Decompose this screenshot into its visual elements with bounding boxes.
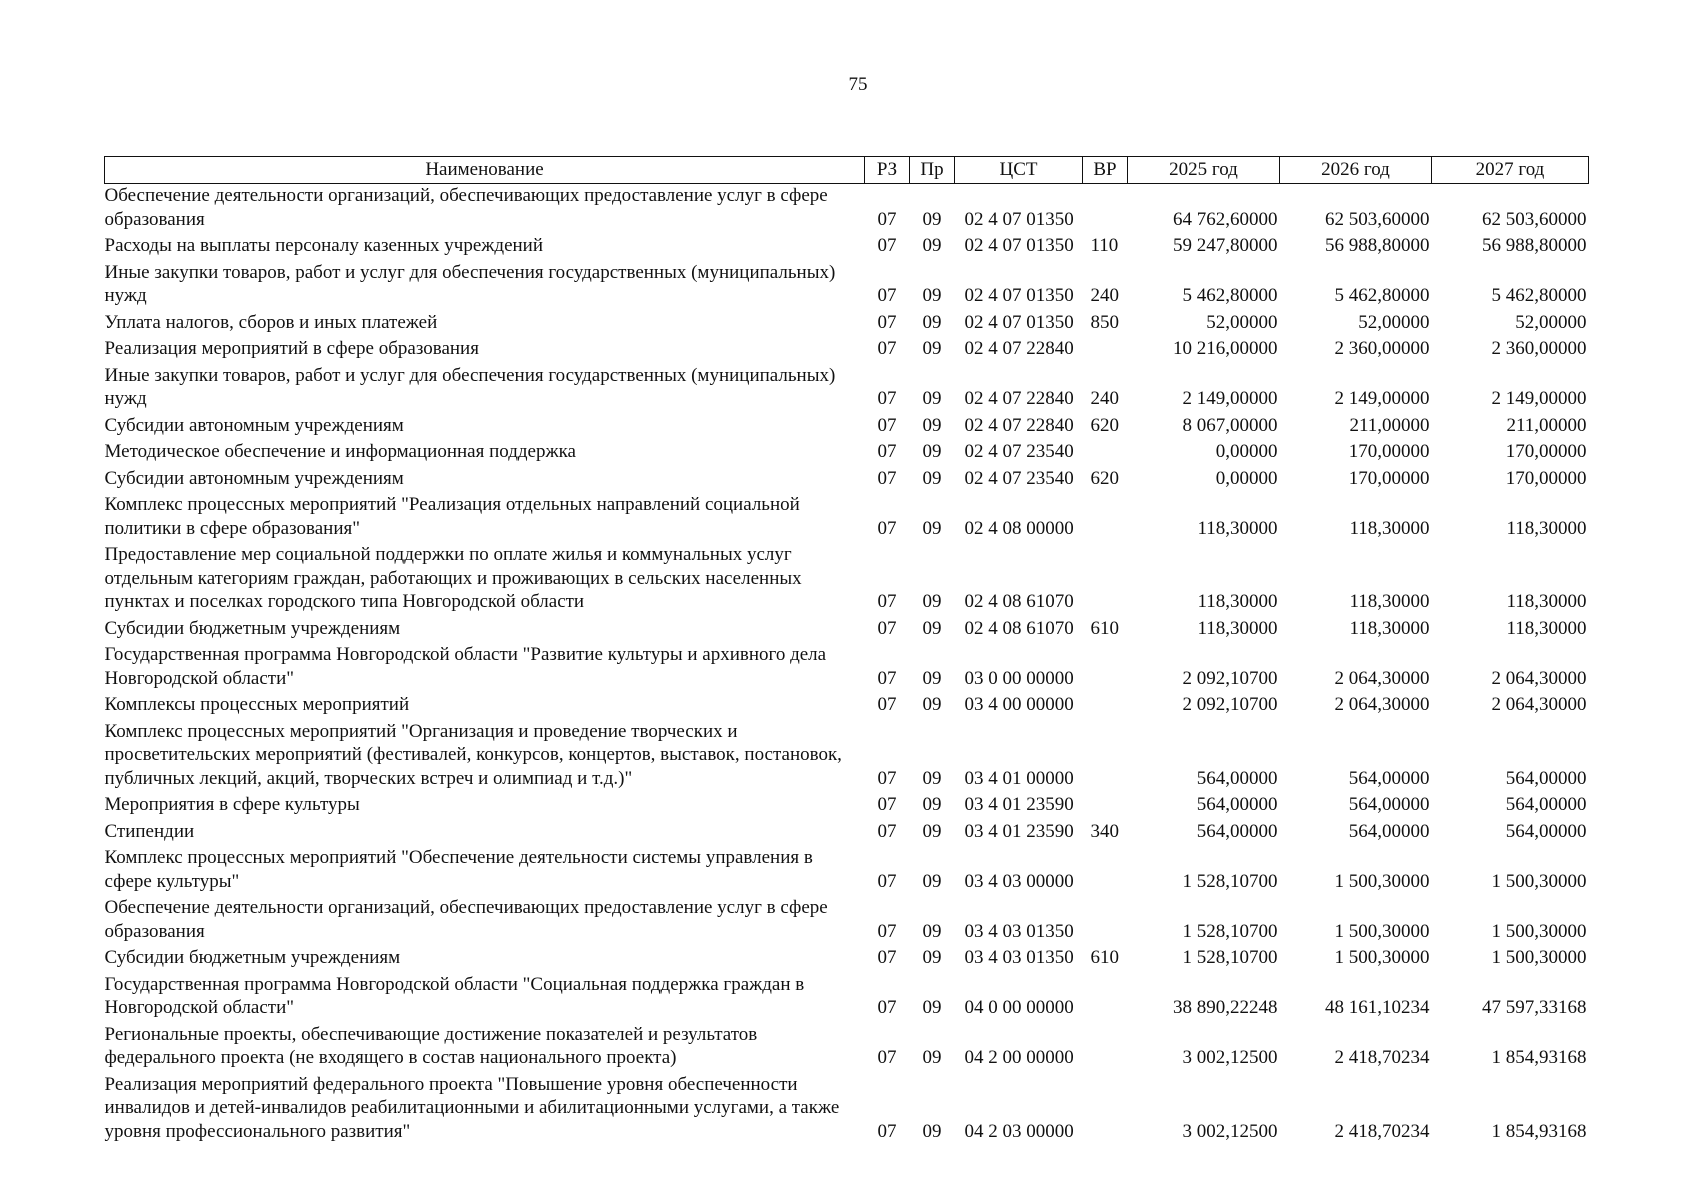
cell-pr: 09: [922, 617, 942, 639]
cell-2025: 3 002,12500: [1182, 1047, 1278, 1068]
cell-cst: 02 4 07 22840: [964, 388, 1074, 409]
cell-cst: 02 4 07 01350: [964, 285, 1074, 306]
cell-name: Комплекс процессных мероприятий "Организация и проведение творческих и просветительских мероприятий (фестивалей, конкурсов, концертов, выставок, постановок, публичных лекций, акций, творческих встреч и олимпиад и т.д.)": [104, 720, 842, 789]
header-name: Наименование: [105, 157, 865, 184]
cell-cst: 02 4 07 01350: [964, 208, 1074, 230]
cell-cst: 02 4 07 23540: [964, 441, 1074, 462]
cell-vr: [1083, 1023, 1128, 1073]
cell-2027: 52,00000: [1515, 311, 1587, 333]
cell-2027: 118,30000: [1506, 591, 1587, 612]
cell-2026: 56 988,80000: [1325, 235, 1430, 256]
cell-vr: 240: [1090, 388, 1119, 409]
cell-name: Субсидии автономным учреждениям: [104, 467, 404, 489]
cell-cst: 02 4 08 00000: [964, 517, 1074, 539]
cell-pr: 09: [922, 338, 942, 359]
cell-name: Обеспечение деятельности организаций, обеспечивающих предоставление услуг в сфере образования: [104, 185, 828, 230]
cell-vr: [1083, 720, 1128, 794]
cell-pr: 09: [922, 1120, 942, 1142]
cell-2026: 1 500,30000: [1334, 920, 1430, 942]
cell-cst: 02 4 07 22840: [964, 414, 1074, 436]
cell-name: Государственная программа Новгородской области "Социальная поддержка граждан в Новгородской области": [104, 973, 805, 1018]
cell-name: Обеспечение деятельности организаций, обеспечивающих предоставление услуг в сфере образования: [104, 897, 828, 942]
cell-2025: 2 092,10700: [1182, 667, 1278, 689]
table-row: [105, 364, 1589, 414]
cell-2027: 118,30000: [1506, 517, 1587, 539]
cell-name: Комплекс процессных мероприятий "Реализация отдельных направлений социальной политики в сфере образования": [104, 494, 800, 539]
header-cst: ЦСТ: [955, 157, 1083, 184]
cell-rz: 07: [877, 1047, 897, 1068]
cell-2026: 564,00000: [1348, 820, 1430, 842]
table-row: [105, 1073, 1589, 1147]
cell-name: Государственная программа Новгородской области "Развитие культуры и архивного дела Новгородской области": [104, 644, 827, 689]
cell-cst: 03 4 01 00000: [964, 767, 1074, 789]
table-row: [105, 1023, 1589, 1073]
cell-vr: [1083, 1073, 1128, 1147]
table-row: [105, 693, 1589, 720]
cell-2025: 2 092,10700: [1182, 694, 1278, 715]
cell-vr: [1083, 337, 1128, 364]
cell-name: Реализация мероприятий федерального проекта "Повышение уровня обеспеченности инвалидов и детей-инвалидов реабилитационными и абилитационными услугами, а также уровня профессионального развития": [104, 1073, 840, 1142]
table-header-row: [105, 157, 1589, 184]
cell-2025: 0,00000: [1215, 467, 1278, 489]
cell-2026: 2 418,70234: [1334, 1047, 1430, 1068]
cell-vr: 610: [1090, 617, 1119, 639]
cell-2026: 52,00000: [1358, 311, 1430, 333]
cell-name: Мероприятия в сфере культуры: [104, 794, 360, 815]
cell-2025: 52,00000: [1206, 311, 1278, 333]
cell-rz: 07: [877, 208, 897, 230]
cell-pr: 09: [922, 414, 942, 436]
cell-2025: 64 762,60000: [1173, 208, 1278, 230]
cell-rz: 07: [877, 311, 897, 333]
table-row: [105, 467, 1589, 494]
cell-2025: 1 528,10700: [1182, 947, 1278, 968]
cell-2025: 3 002,12500: [1182, 1120, 1278, 1142]
cell-2025: 564,00000: [1196, 767, 1278, 789]
header-2025: 2025 год: [1128, 157, 1280, 184]
table-row: [105, 337, 1589, 364]
table-row: [105, 543, 1589, 617]
header-rz: РЗ: [865, 157, 910, 184]
cell-vr: 620: [1090, 414, 1119, 436]
cell-vr: [1083, 896, 1128, 946]
table-row: [105, 493, 1589, 543]
cell-vr: [1083, 543, 1128, 617]
cell-2026: 62 503,60000: [1325, 208, 1430, 230]
cell-2027: 2 149,00000: [1491, 388, 1587, 409]
cell-pr: 09: [922, 467, 942, 489]
cell-cst: 04 2 00 00000: [964, 1047, 1074, 1068]
header-2026: 2026 год: [1280, 157, 1432, 184]
cell-rz: 07: [877, 694, 897, 715]
cell-pr: 09: [922, 997, 942, 1018]
cell-cst: 02 4 08 61070: [964, 591, 1074, 612]
cell-name: Реализация мероприятий в сфере образования: [104, 338, 479, 359]
cell-rz: 07: [877, 947, 897, 968]
cell-2026: 2 064,30000: [1334, 694, 1430, 715]
header-vr: ВР: [1083, 157, 1128, 184]
cell-rz: 07: [877, 235, 897, 256]
cell-2027: 1 500,30000: [1491, 947, 1587, 968]
cell-2027: 170,00000: [1505, 441, 1587, 462]
cell-cst: 02 4 07 01350: [964, 311, 1074, 333]
table-row: [105, 846, 1589, 896]
cell-2027: 1 854,93168: [1491, 1047, 1587, 1068]
cell-vr: [1083, 184, 1128, 235]
cell-cst: 03 4 03 00000: [964, 870, 1074, 892]
cell-cst: 02 4 08 61070: [964, 617, 1074, 639]
cell-2027: 56 988,80000: [1482, 235, 1587, 256]
header-2027: 2027 год: [1432, 157, 1589, 184]
cell-pr: 09: [922, 767, 942, 789]
cell-2026: 2 418,70234: [1334, 1120, 1430, 1142]
cell-vr: 850: [1090, 311, 1119, 333]
cell-pr: 09: [922, 235, 942, 256]
cell-2027: 2 360,00000: [1491, 338, 1587, 359]
cell-name: Стипендии: [104, 820, 195, 842]
cell-pr: 09: [922, 820, 942, 842]
cell-name: Субсидии бюджетным учреждениям: [104, 947, 401, 968]
cell-2025: 1 528,10700: [1182, 920, 1278, 942]
cell-rz: 07: [877, 388, 897, 409]
cell-rz: 07: [877, 870, 897, 892]
cell-2025: 118,30000: [1197, 591, 1278, 612]
cell-rz: 07: [877, 517, 897, 539]
cell-2026: 48 161,10234: [1325, 997, 1430, 1018]
cell-vr: 110: [1090, 235, 1119, 256]
cell-rz: 07: [877, 285, 897, 306]
cell-2025: 2 149,00000: [1182, 388, 1278, 409]
cell-rz: 07: [877, 467, 897, 489]
cell-vr: [1083, 440, 1128, 467]
cell-2027: 170,00000: [1505, 467, 1587, 489]
cell-2025: 5 462,80000: [1182, 285, 1278, 306]
table-row: [105, 311, 1589, 338]
cell-vr: [1083, 643, 1128, 693]
cell-vr: [1083, 493, 1128, 543]
cell-2027: 5 462,80000: [1491, 285, 1587, 306]
cell-2025: 0,00000: [1215, 441, 1278, 462]
cell-2027: 47 597,33168: [1482, 997, 1587, 1018]
cell-2025: 1 528,10700: [1182, 870, 1278, 892]
cell-cst: 04 2 03 00000: [964, 1120, 1074, 1142]
cell-rz: 07: [877, 414, 897, 436]
cell-name: Уплата налогов, сборов и иных платежей: [104, 311, 438, 333]
cell-vr: 240: [1090, 285, 1119, 306]
table-row: [105, 720, 1589, 794]
cell-name: Региональные проекты, обеспечивающие достижение показателей и результатов федерального проекта (не входящего в состав национального проекта): [104, 1023, 758, 1068]
cell-cst: 03 4 01 23590: [964, 794, 1074, 815]
cell-name: Иные закупки товаров, работ и услуг для обеспечения государственных (муниципальных) нужд: [104, 364, 836, 409]
table-body: [105, 184, 1589, 1147]
cell-2026: 118,30000: [1349, 617, 1430, 639]
cell-rz: 07: [877, 667, 897, 689]
cell-2027: 1 500,30000: [1491, 920, 1587, 942]
cell-cst: 03 4 01 23590: [964, 820, 1074, 842]
budget-table: [104, 156, 1589, 1146]
table-row: [105, 234, 1589, 261]
cell-2025: 10 216,00000: [1173, 338, 1278, 359]
cell-vr: [1083, 693, 1128, 720]
cell-2026: 2 064,30000: [1334, 667, 1430, 689]
cell-2027: 2 064,30000: [1491, 667, 1587, 689]
cell-rz: 07: [877, 794, 897, 815]
cell-2025: 59 247,80000: [1173, 235, 1278, 256]
cell-rz: 07: [877, 338, 897, 359]
cell-2026: 170,00000: [1348, 441, 1430, 462]
cell-vr: [1083, 793, 1128, 820]
header-pr: Пр: [910, 157, 955, 184]
cell-2026: 1 500,30000: [1334, 947, 1430, 968]
cell-rz: 07: [877, 997, 897, 1018]
cell-vr: 340: [1090, 820, 1119, 842]
cell-2025: 118,30000: [1197, 617, 1278, 639]
table-row: [105, 617, 1589, 644]
cell-2026: 564,00000: [1348, 767, 1430, 789]
table-row: [105, 261, 1589, 311]
cell-vr: 610: [1090, 947, 1119, 968]
cell-2026: 170,00000: [1348, 467, 1430, 489]
cell-2026: 2 149,00000: [1334, 388, 1430, 409]
cell-pr: 09: [922, 441, 942, 462]
cell-2025: 118,30000: [1197, 517, 1278, 539]
table-row: [105, 973, 1589, 1023]
cell-pr: 09: [922, 311, 942, 333]
cell-rz: 07: [877, 591, 897, 612]
cell-2025: 564,00000: [1196, 820, 1278, 842]
cell-cst: 03 4 03 01350: [964, 947, 1074, 968]
cell-rz: 07: [877, 820, 897, 842]
cell-rz: 07: [877, 441, 897, 462]
cell-pr: 09: [922, 285, 942, 306]
cell-2026: 1 500,30000: [1334, 870, 1430, 892]
cell-pr: 09: [922, 591, 942, 612]
cell-rz: 07: [877, 1120, 897, 1142]
cell-pr: 09: [922, 208, 942, 230]
cell-cst: 02 4 07 22840: [964, 338, 1074, 359]
cell-2027: 564,00000: [1505, 820, 1587, 842]
table-row: [105, 896, 1589, 946]
table-row: [105, 820, 1589, 847]
cell-rz: 07: [877, 920, 897, 942]
cell-name: Комплексы процессных мероприятий: [104, 694, 410, 715]
cell-2026: 564,00000: [1348, 794, 1430, 815]
cell-2027: 211,00000: [1506, 414, 1587, 436]
cell-pr: 09: [922, 1047, 942, 1068]
cell-2025: 38 890,22248: [1173, 997, 1278, 1018]
cell-2027: 564,00000: [1505, 794, 1587, 815]
cell-2027: 2 064,30000: [1491, 694, 1587, 715]
cell-2025: 564,00000: [1196, 794, 1278, 815]
cell-pr: 09: [922, 947, 942, 968]
cell-cst: 04 0 00 00000: [964, 997, 1074, 1018]
cell-cst: 03 4 03 01350: [964, 920, 1074, 942]
cell-2025: 8 067,00000: [1182, 414, 1278, 436]
cell-pr: 09: [922, 667, 942, 689]
cell-pr: 09: [922, 920, 942, 942]
cell-name: Предоставление мер социальной поддержки по оплате жилья и коммунальных услуг отдельным категориям граждан, работающих и проживающих в сельских населенных пунктах и поселках городского типа Новгородской области: [104, 544, 802, 612]
cell-2026: 2 360,00000: [1334, 338, 1430, 359]
cell-name: Расходы на выплаты персоналу казенных учреждений: [104, 235, 544, 256]
table-row: [105, 414, 1589, 441]
cell-pr: 09: [922, 694, 942, 715]
cell-pr: 09: [922, 794, 942, 815]
table-row: [105, 643, 1589, 693]
cell-2027: 564,00000: [1505, 767, 1587, 789]
cell-vr: [1083, 846, 1128, 896]
cell-name: Комплекс процессных мероприятий "Обеспечение деятельности системы управления в сфере культуры": [104, 847, 813, 892]
cell-2027: 62 503,60000: [1482, 208, 1587, 230]
cell-cst: 03 4 00 00000: [964, 694, 1074, 715]
table-row: [105, 184, 1589, 235]
cell-2027: 1 500,30000: [1491, 870, 1587, 892]
cell-pr: 09: [922, 388, 942, 409]
cell-name: Субсидии бюджетным учреждениям: [104, 617, 401, 639]
cell-pr: 09: [922, 517, 942, 539]
cell-vr: 620: [1090, 467, 1119, 489]
cell-vr: [1083, 973, 1128, 1023]
cell-2026: 118,30000: [1349, 517, 1430, 539]
cell-cst: 02 4 07 01350: [964, 235, 1074, 256]
cell-pr: 09: [922, 870, 942, 892]
cell-cst: 02 4 07 23540: [964, 467, 1074, 489]
cell-2026: 5 462,80000: [1334, 285, 1430, 306]
table-row: [105, 946, 1589, 973]
cell-name: Методическое обеспечение и информационная поддержка: [104, 441, 576, 462]
table-row: [105, 440, 1589, 467]
cell-2026: 211,00000: [1349, 414, 1430, 436]
cell-name: Иные закупки товаров, работ и услуг для обеспечения государственных (муниципальных) нужд: [104, 261, 836, 306]
cell-name: Субсидии автономным учреждениям: [104, 414, 404, 436]
cell-rz: 07: [877, 617, 897, 639]
page-number: 75: [848, 74, 868, 95]
cell-rz: 07: [877, 767, 897, 789]
table-row: [105, 793, 1589, 820]
cell-cst: 03 0 00 00000: [964, 667, 1074, 689]
cell-2027: 1 854,93168: [1491, 1120, 1587, 1142]
cell-2026: 118,30000: [1349, 591, 1430, 612]
cell-2027: 118,30000: [1506, 617, 1587, 639]
